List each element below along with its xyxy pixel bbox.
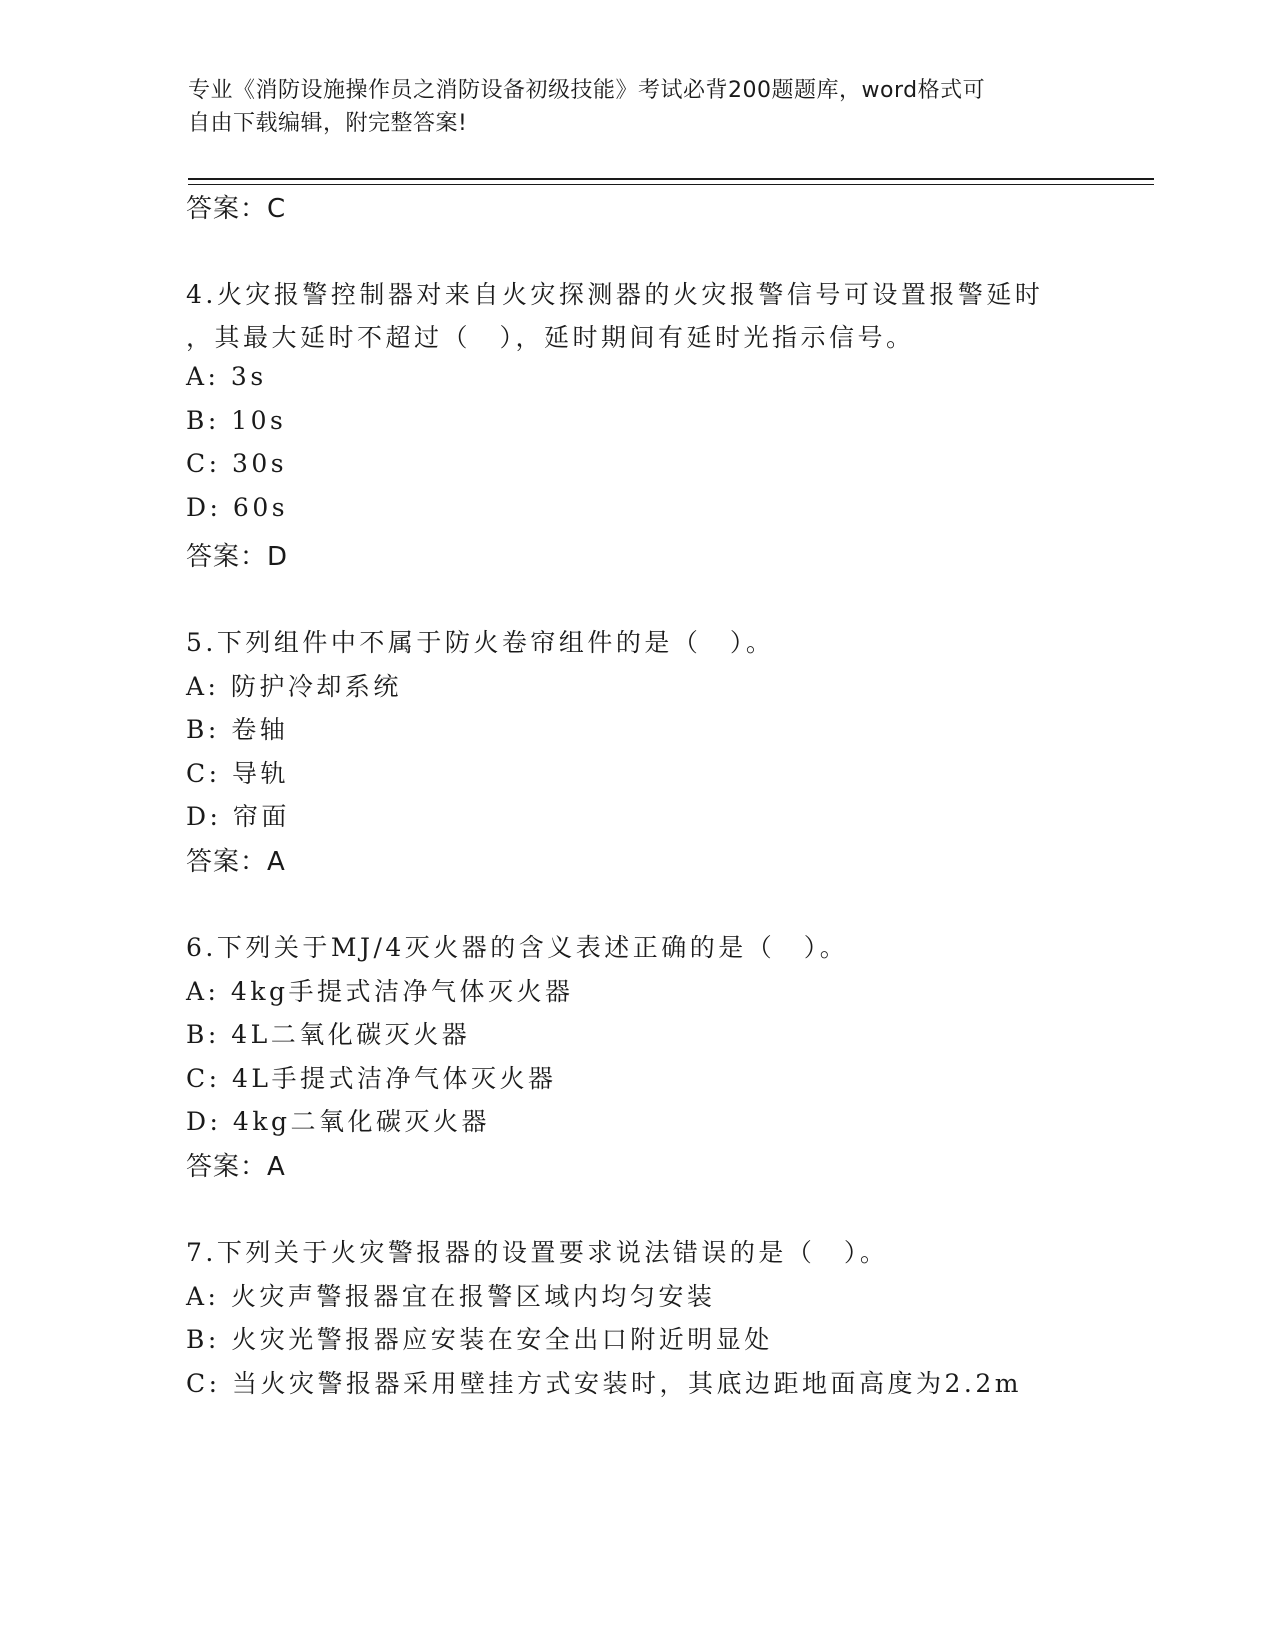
q7-option-c: C: 当火灾警报器采用壁挂方式安装时，其底边距地面高度为2.2m [186,1369,1022,1398]
q4-option-c: C: 30s [186,449,288,478]
page-header [188,74,1068,140]
q6-option-c: C: 4L手提式洁净气体灭火器 [186,1064,557,1093]
answer-q5: 答案：A [186,847,286,877]
q5-option-b: B: 卷轴 [186,715,289,744]
q5-option-c: C: 导轨 [186,759,289,788]
q6-option-d: D: 4kg二氧化碳灭火器 [186,1107,490,1136]
q7-option-a: A: 火灾声警报器宜在报警区域内均匀安装 [186,1282,716,1311]
q5-option-a: A: 防护冷却系统 [186,672,402,701]
header-line-1: 专业《消防设施操作员之消防设备初级技能》考试必背200题题库，word格式可 [188,78,986,103]
answer-q4: 答案：D [186,542,289,572]
answer-q6: 答案：A [186,1152,286,1182]
header-rule-thin [188,184,1154,185]
q6-stem: 6.下列关于MJ/4灭火器的含义表述正确的是（ ）。 [186,933,849,962]
q6-option-a: A: 4kg手提式洁净气体灭火器 [186,977,574,1006]
answer-q3: 答案：C [186,194,287,224]
q4-option-d: D: 60s [186,493,289,522]
q4-option-b: B: 10s [186,406,287,435]
q7-option-b: B: 火灾光警报器应安装在安全出口附近明显处 [186,1325,773,1354]
q6-option-b: B: 4L二氧化碳灭火器 [186,1020,471,1049]
q4-stem-line-2: ，其最大延时不超过（ ），延时期间有延时光指示信号。 [186,323,915,352]
q5-stem: 5.下列组件中不属于防火卷帘组件的是（ ）。 [186,628,775,657]
q5-option-d: D: 帘面 [186,802,290,831]
q4-option-a: A: 3s [186,362,267,391]
q7-stem: 7.下列关于火灾警报器的设置要求说法错误的是（ ）。 [186,1238,889,1267]
header-rule-thick [188,178,1154,180]
header-line-2: 自由下载编辑，附完整答案! [188,111,468,136]
q4-stem-line-1: 4.火灾报警控制器对来自火灾探测器的火灾报警信号可设置报警延时 [186,280,1044,309]
